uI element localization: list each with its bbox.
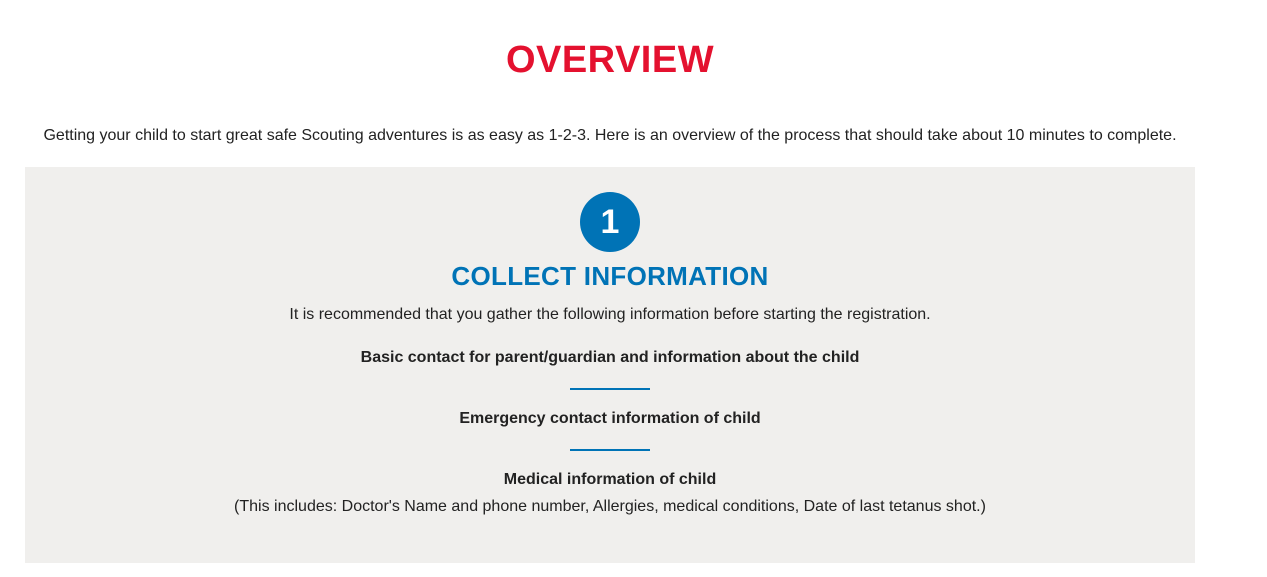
intro-text: Getting your child to start great safe Scouting adventures is as easy as 1-2-3. Here is an overview of the process that should take about 10 minutes to complete. bbox=[43, 127, 1177, 144]
medical-info-note: (This includes: Doctor's Name and phone number, Allergies, medical conditions, Date of last tetanus shot.) bbox=[234, 498, 986, 515]
page-title: OVERVIEW bbox=[505, 39, 715, 81]
item-divider bbox=[570, 388, 650, 390]
step-panel bbox=[25, 167, 1195, 563]
step-description: It is recommended that you gather the following information before starting the registration. bbox=[289, 306, 931, 323]
step-number-badge: 1 bbox=[580, 192, 640, 252]
step-title: COLLECT INFORMATION bbox=[451, 261, 769, 291]
info-item-emergency-contact: Emergency contact information of child bbox=[459, 410, 761, 427]
info-item-medical: Medical information of child bbox=[503, 471, 717, 488]
item-divider bbox=[570, 449, 650, 451]
info-item-basic-contact: Basic contact for parent/guardian and information about the child bbox=[360, 349, 860, 366]
